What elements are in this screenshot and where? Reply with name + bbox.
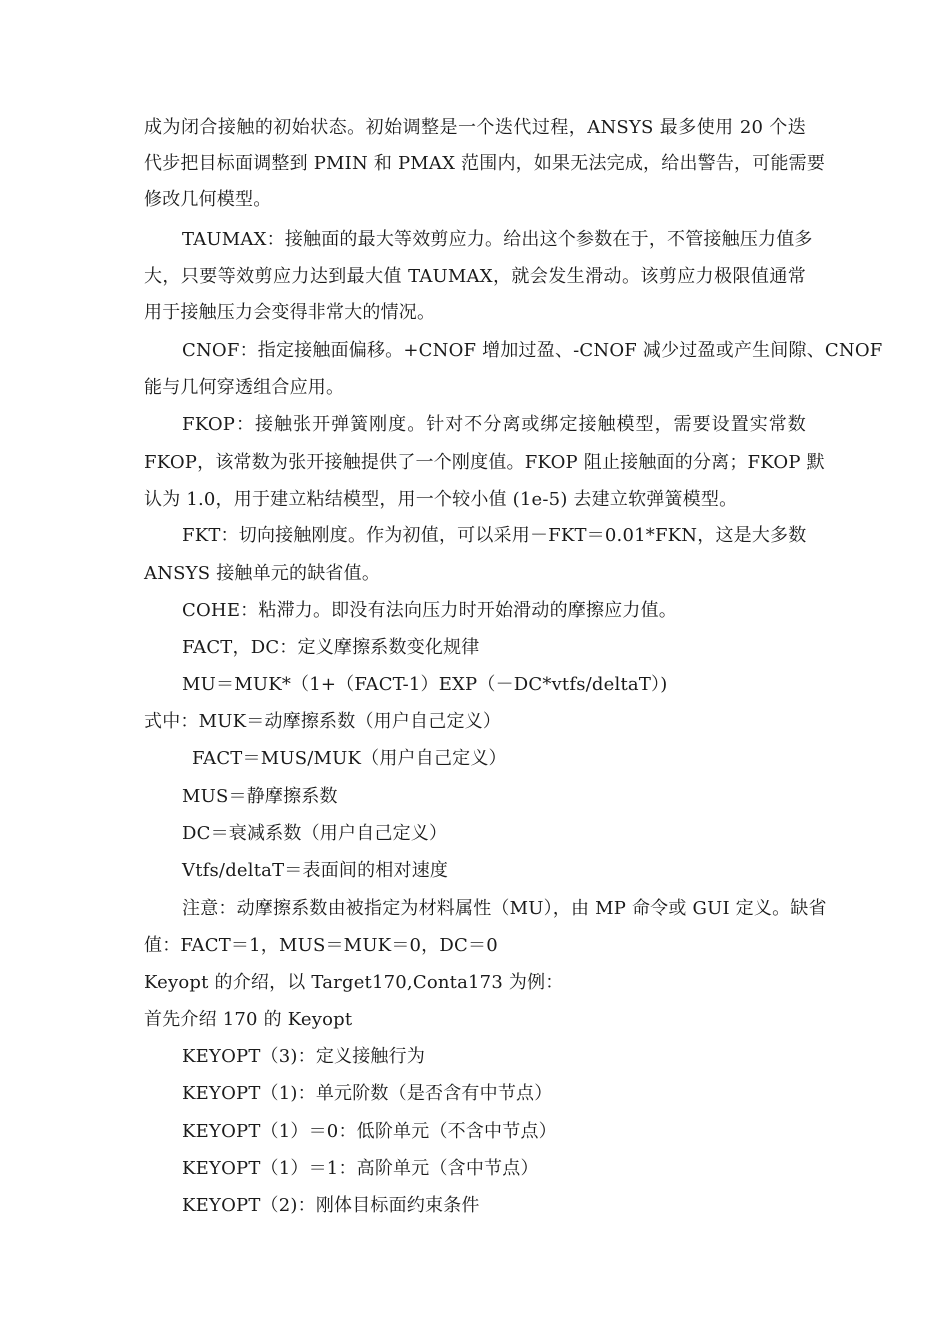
text-line: TAUMAX：接触面的最大等效剪应力。给出这个参数在于，不管接触压力值多 <box>182 229 813 250</box>
formula-line: MU＝MUK*（1+（FACT-1）EXP（－DC*vtfs/deltaT）) <box>182 674 668 695</box>
text-line: 大，只要等效剪应力达到最大值 TAUMAX，就会发生滑动。该剪应力极限值通常 <box>144 266 806 287</box>
text-line: KEYOPT（1)：单元阶数（是否含有中节点） <box>182 1083 553 1104</box>
text-line: KEYOPT（3)：定义接触行为 <box>182 1046 426 1067</box>
text-line: 代步把目标面调整到 PMIN 和 PMAX 范围内，如果无法完成，给出警告，可能需要 <box>144 153 826 174</box>
text-line: Vtfs/deltaT＝表面间的相对速度 <box>182 860 449 881</box>
text-line: CNOF：指定接触面偏移。+CNOF 增加过盈、-CNOF 减少过盈或产生间隙、CNOF <box>182 340 883 361</box>
text-line: KEYOPT（1）＝0：低阶单元（不含中节点） <box>182 1121 557 1142</box>
text-line: ANSYS 接触单元的缺省值。 <box>144 563 381 584</box>
text-line: KEYOPT（2)：刚体目标面约束条件 <box>182 1195 480 1216</box>
text-line: 修改几何模型。 <box>144 189 272 210</box>
text-line: DC＝衰减系数（用户自己定义） <box>182 823 448 844</box>
text-line: MUS＝静摩擦系数 <box>182 786 338 807</box>
text-line: FACT＝MUS/MUK（用户自己定义） <box>192 748 507 769</box>
text-line: FKOP，该常数为张开接触提供了一个刚度值。FKOP 阻止接触面的分离；FKOP 默 <box>144 452 825 473</box>
text-line: KEYOPT（1）＝1：高阶单元（含中节点） <box>182 1158 539 1179</box>
text-line: COHE：粘滞力。即没有法向压力时开始滑动的摩擦应力值。 <box>182 600 677 621</box>
text-line: 用于接触压力会变得非常大的情况。 <box>144 302 436 323</box>
text-line: FACT，DC：定义摩擦系数变化规律 <box>182 637 480 658</box>
text-line: FKOP：接触张开弹簧刚度。针对不分离或绑定接触模型，需要设置实常数 <box>182 414 806 435</box>
text-line: 式中：MUK＝动摩擦系数（用户自己定义） <box>144 711 502 732</box>
text-line: 首先介绍 170 的 Keyopt <box>144 1009 353 1030</box>
text-line: 能与几何穿透组合应用。 <box>144 377 345 398</box>
text-line: 认为 1.0，用于建立粘结模型，用一个较小值 (1e-5) 去建立软弹簧模型。 <box>144 489 738 510</box>
text-line: FKT：切向接触刚度。作为初值，可以采用－FKT＝0.01*FKN，这是大多数 <box>182 525 807 546</box>
text-line: Keyopt 的介绍，以 Target170,Conta173 为例： <box>144 972 564 993</box>
text-line: 值：FACT＝1，MUS＝MUK＝0，DC＝0 <box>144 935 498 956</box>
text-line: 注意：动摩擦系数由被指定为材料属性（MU），由 MP 命令或 GUI 定义。缺省 <box>182 898 827 919</box>
text-line: 成为闭合接触的初始状态。初始调整是一个迭代过程，ANSYS 最多使用 20 个迭 <box>144 117 806 138</box>
